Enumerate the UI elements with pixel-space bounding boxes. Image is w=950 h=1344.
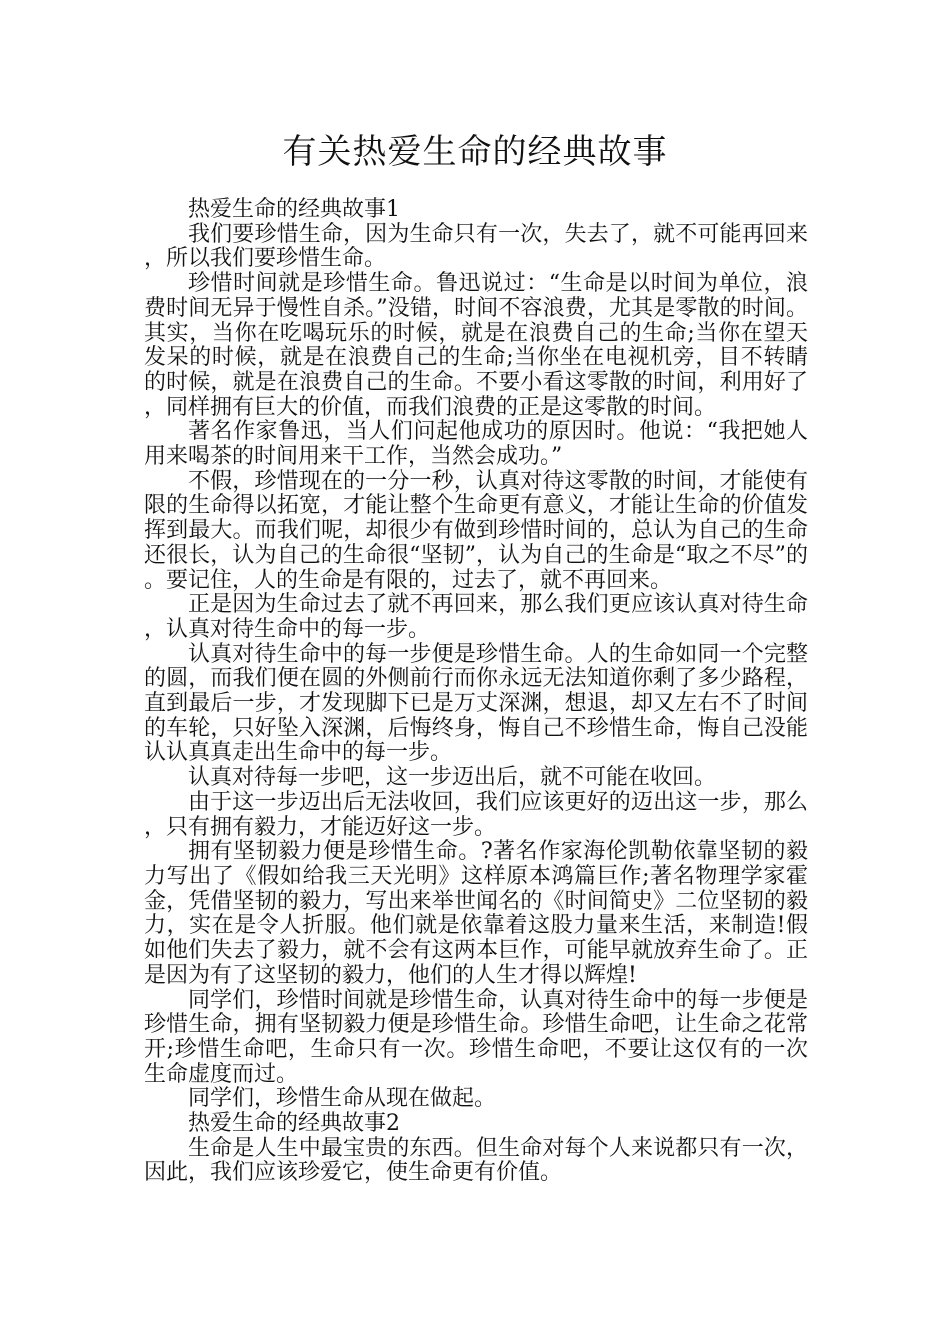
paragraph: 生命是人生中最宝贵的东西。但生命对每个人来说都只有一次，因此，我们应该珍爱它，使生命更有价值。 — [144, 1135, 808, 1186]
document-body — [144, 198, 808, 1186]
paragraph: 同学们，珍惜生命从现在做起。 — [188, 1086, 497, 1112]
paragraph: 著名作家鲁迅，当人们问起他成功的原因时。他说：“我把她人用来喝茶的时间用来干工作，当然会成功。” — [144, 419, 808, 470]
paragraph: 认真对待生命中的每一步便是珍惜生命。人的生命如同一个完整的圆，而我们便在圆的外侧前行而你永远无法知道你剩了多少路程，直到最后一步，才发现脚下已是万丈深渊，想退，却又左右不了时间的车轮，只好坠入深渊，后悔终身，悔自己不珍惜生命，悔自己没能认认真真走出生命中的每一步。 — [144, 641, 808, 766]
paragraph: 拥有坚韧毅力便是珍惜生命。?著名作家海伦凯勒依靠坚韧的毅力写出了《假如给我三天光明》这样原本鸿篇巨作;著名物理学家霍金，凭借坚韧的毅力，写出来举世闻名的《时间简史》二位坚韧的毅力，实在是令人折服。他们就是依靠着这股力量来生活，来制造!假如他们失去了毅力，就不会有这两本巨作，可能早就放弃生命了。正是因为有了这坚韧的毅力，他们的人生才得以辉煌! — [144, 839, 808, 988]
paragraph: 同学们，珍惜时间就是珍惜生命，认真对待生命中的每一步便是珍惜生命，拥有坚韧毅力便是珍惜生命。珍惜生命吧，让生命之花常开;珍惜生命吧，生命只有一次。珍惜生命吧，不要让这仅有的一次生命虚度而过。 — [144, 987, 808, 1087]
section-heading-1: 热爱生命的经典故事1 — [188, 197, 400, 222]
paragraph: 不假，珍惜现在的一分一秒，认真对待这零散的时间，才能使有限的生命得以拓宽，才能让整个生命更有意义，才能让生命的价值发挥到最大。而我们呢，却很少有做到珍惜时间的，总认为自己的生命还很长，认为自己的生命很“坚韧”，认为自己的生命是“取之不尽”的。要记住，人的生命是有限的，过去了，就不再回来。 — [144, 468, 808, 593]
section-heading-2: 热爱生命的经典故事2 — [188, 1111, 400, 1137]
document-title: 有关热爱生命的经典故事 — [282, 132, 668, 172]
paragraph: 正是因为生命过去了就不再回来，那么我们更应该认真对待生命，认真对待生命中的每一步。 — [144, 592, 808, 642]
paragraph: 认真对待每一步吧，这一步迈出后，就不可能在收回。 — [188, 765, 717, 791]
paragraph: 我们要珍惜生命，因为生命只有一次，失去了，就不可能再回来，所以我们要珍惜生命。 — [144, 221, 808, 272]
paragraph: 珍惜时间就是珍惜生命。鲁迅说过：“生命是以时间为单位，浪费时间无异于慢性自杀。”没错，时间不容浪费，尤其是零散的时间。其实，当你在吃喝玩乐的时候，就是在浪费自己的生命;当你在望天发呆的时候，就是在浪费自己的生命;当你坐在电视机旁，目不转睛的时候，就是在浪费自己的生命。不要小看这零散的时间，利用好了，同样拥有巨大的价值，而我们浪费的正是这零散的时间。 — [144, 271, 808, 420]
paragraph: 由于这一步迈出后无法收回，我们应该更好的迈出这一步，那么，只有拥有毅力，才能迈好这一步。 — [144, 789, 808, 840]
